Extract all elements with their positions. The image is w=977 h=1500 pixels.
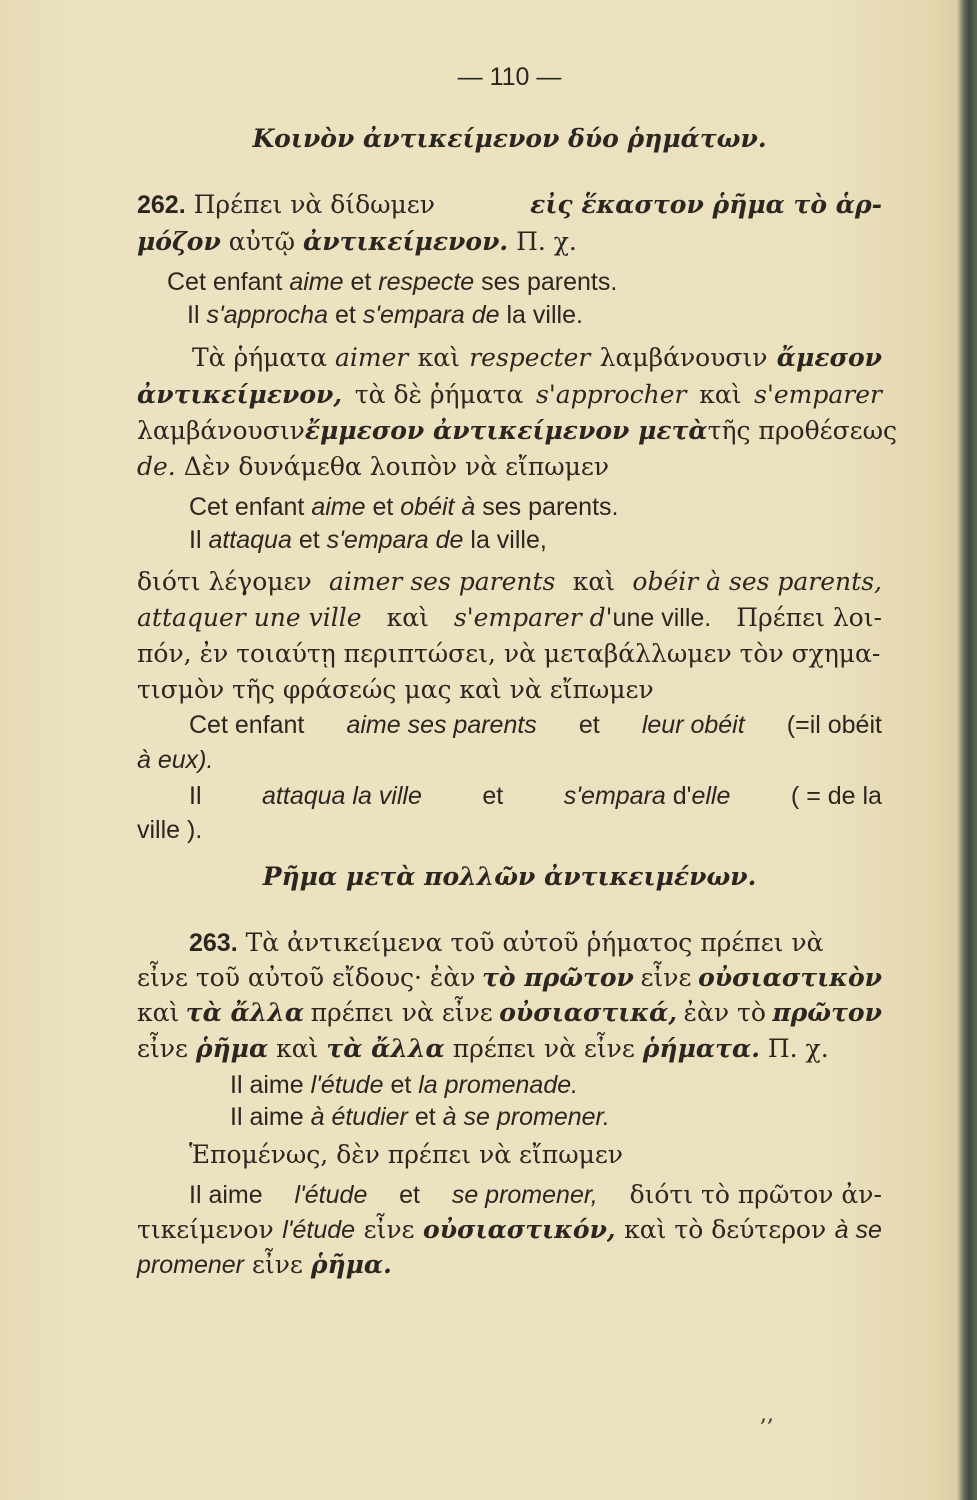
example-line: Il aime l'étude et se promener, διότι τὸ πρῶτον ἀν- xyxy=(189,1180,882,1209)
example-line: Il attaqua la ville et s'empara d'elle ( = de la xyxy=(189,782,882,810)
text-line: 262. Πρέπει νὰ δίδωμεν εἰς ἕκαστον ῥῆμα τὸ ἁρ- xyxy=(137,190,882,219)
text-line: εἶνε τοῦ αὐτοῦ εἴδους· ἐὰν τὸ πρῶτον εἶνε οὐσιαστικὸν xyxy=(137,963,882,992)
text-line: promener εἶνε ῥῆμα. xyxy=(137,1250,392,1279)
text-line: διότι λέγομεν aimer ses parents καὶ obéir à ses parents, xyxy=(137,567,882,596)
example-line: à eux). xyxy=(137,746,214,774)
text-line: καὶ τὰ ἄλλα πρέπει νὰ εἶνε οὐσιαστικά, ἐὰν τὸ πρῶτον xyxy=(137,998,882,1027)
text-line: λαμβάνουσιν ἔμμεσον ἀντικείμενον μετὰ τῆς προθέσεως xyxy=(137,416,897,445)
page-number: — 110 — xyxy=(457,63,562,91)
example-line: Il aime l'étude et la promenade. xyxy=(230,1071,579,1099)
example-line: Cet enfant aime et obéit à ses parents. xyxy=(189,493,619,521)
section-title-multiple-objects: Ρῆμα μετὰ πολλῶν ἀντικειμένων. xyxy=(262,862,757,891)
text-line: τικείμενον l'étude εἶνε οὐσιαστικόν, καὶ τὸ δεύτερον à se xyxy=(137,1215,882,1244)
example-line: Il s'approcha et s'empara de la ville. xyxy=(187,301,583,329)
text-line: εἶνε ῥῆμα καὶ τὰ ἄλλα πρέπει νὰ εἶνε ῥήματα. Π. χ. xyxy=(137,1034,829,1063)
text-line: μόζον αὐτῷ ἀντικείμενον. Π. χ. xyxy=(137,227,577,256)
section-title-common-object: Κοινὸν ἀντικείμενον δύο ῥημάτων. xyxy=(252,124,767,153)
example-line: Il attaqua et s'empara de la ville, xyxy=(189,526,547,554)
text-line: Ἑπομένως, δὲν πρέπει νὰ εἴπωμεν xyxy=(189,1140,624,1169)
text-line: Τὰ ῥήματα aimer καὶ respecter λαμβάνουσιν ἄμεσον xyxy=(192,343,882,372)
text-line: attaquer une ville καὶ s'emparer d'une ville. Πρέπει λοι- xyxy=(137,603,882,632)
example-line: ville ). xyxy=(137,816,203,844)
text-line: τισμὸν τῆς φράσεώς μας καὶ νὰ εἴπωμεν xyxy=(137,675,654,704)
paragraph-number: 262. xyxy=(137,191,186,219)
text-line: 263. Τὰ ἀντικείμενα τοῦ αὐτοῦ ῥήματος πρέπει νὰ xyxy=(189,928,824,957)
example-line: Cet enfant aime ses parents et leur obéit (=il obéit xyxy=(189,711,882,739)
text-line: πόν, ἐν τοιαύτῃ περιπτώσει, νὰ μεταβάλλωμεν τὸν σχημα- xyxy=(137,639,881,668)
text-line: de. Δὲν δυνάμεθα λοιπὸν νὰ εἴπωμεν xyxy=(137,452,610,481)
text-line: ἀντικείμενον, τὰ δὲ ῥήματα s'approcher καὶ s'emparer xyxy=(137,380,882,409)
example-line: Il aime à étudier et à se promener. xyxy=(230,1103,610,1131)
paragraph-number: 263. xyxy=(189,929,238,957)
page-edge xyxy=(957,0,977,1500)
pencil-mark: ,, xyxy=(760,1402,774,1427)
example-line: Cet enfant aime et respecte ses parents. xyxy=(167,268,618,296)
